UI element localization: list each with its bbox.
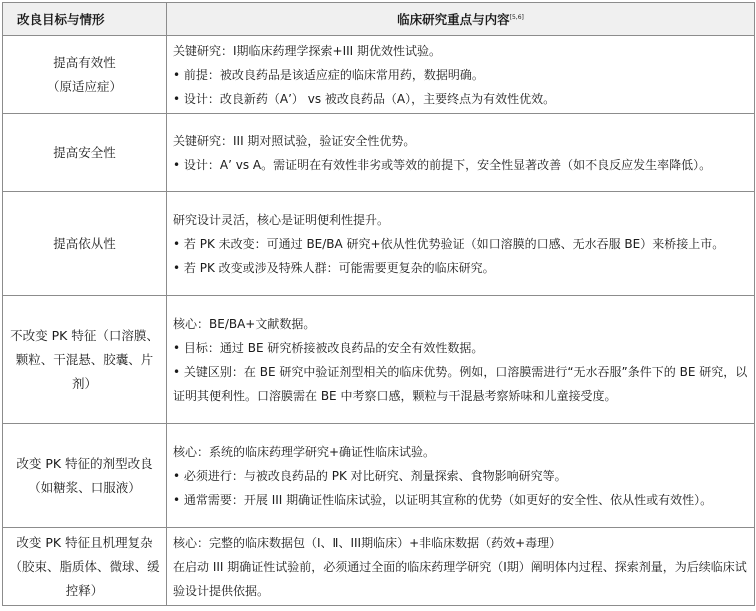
goal-cell bbox=[3, 114, 167, 192]
table-row bbox=[3, 114, 755, 192]
content-cell bbox=[167, 424, 755, 528]
research-table bbox=[2, 2, 755, 606]
content-cell bbox=[167, 296, 755, 424]
content-line: • 若 PK 未改变：可通过 BE/BA 研究+依从性优势验证（如口溶膜的口感、无水吞服 BE）来桥接上市。 bbox=[173, 237, 725, 251]
header-content-label: 临床研究重点与内容 bbox=[397, 12, 510, 27]
content-line: 研究设计灵活，核心是证明便利性提升。 bbox=[173, 213, 390, 227]
content-line: • 关键区别：在 BE 研究中验证剂型相关的临床优势。例如，口溶膜需进行“无水吞服”条件下的 BE 研究，以证明其便利性。口溶膜需在 BE 中考察口感，颗粒与干混悬考察矫味和儿童接受度。 bbox=[173, 365, 748, 403]
goal-cell bbox=[3, 36, 167, 114]
content-line: 关键研究：III 期对照试验，验证安全性优势。 bbox=[173, 134, 416, 148]
content-line: • 必须进行：与被改良药品的 PK 对比研究、剂量探索、食物影响研究等。 bbox=[173, 469, 567, 483]
content-line: 核心：系统的临床药理学研究+确证性临床试验。 bbox=[173, 445, 436, 459]
header-goal-label: 改良目标与情形 bbox=[17, 12, 105, 27]
content-line: 核心：完整的临床数据包（Ⅰ、Ⅱ、III期临床）+非临床数据（药效+毒理） bbox=[173, 536, 562, 550]
header-goal bbox=[3, 3, 167, 36]
goal-cell bbox=[3, 296, 167, 424]
header-reference: [5,6] bbox=[509, 13, 524, 21]
content-cell bbox=[167, 36, 755, 114]
content-line: • 若 PK 改变或涉及特殊人群：可能需要更复杂的临床研究。 bbox=[173, 261, 495, 275]
content-cell bbox=[167, 528, 755, 606]
goal-cell bbox=[3, 424, 167, 528]
goal-text: 改变 PK 特征且机理复杂（胶束、脂质体、微球、缓控释） bbox=[9, 534, 160, 598]
goal-text: 不改变 PK 特征（口溶膜、颗粒、干混悬、胶囊、片剂） bbox=[10, 327, 159, 391]
goal-text: 提高依从性 bbox=[53, 235, 116, 251]
table-row bbox=[3, 192, 755, 296]
content-line: • 设计：改良新药（A’） vs 被改良药品（A），主要终点为有效性优效。 bbox=[173, 92, 556, 106]
content-cell bbox=[167, 114, 755, 192]
table-row bbox=[3, 528, 755, 606]
goal-text: 提高有效性 bbox=[53, 54, 116, 70]
content-cell bbox=[167, 192, 755, 296]
header-content bbox=[167, 3, 755, 36]
content-line: 关键研究：Ⅰ期临床药理学探索+III 期优效性试验。 bbox=[173, 44, 442, 58]
content-line: 核心：BE/BA+文献数据。 bbox=[173, 317, 316, 331]
goal-cell bbox=[3, 528, 167, 606]
table-row bbox=[3, 296, 755, 424]
goal-text: 改变 PK 特征的剂型改良（如糖浆、口服液） bbox=[16, 455, 153, 495]
content-line: • 通常需要：开展 III 期确证性临床试验，以证明其宣称的优势（如更好的安全性、依从性或有效性）。 bbox=[173, 493, 713, 507]
content-line: 在启动 III 期确证性试验前，必须通过全面的临床药理学研究（I期）阐明体内过程、探索剂量，为后续临床试验设计提供依据。 bbox=[173, 560, 747, 598]
goal-cell bbox=[3, 192, 167, 296]
goal-text: （原适应症） bbox=[46, 78, 122, 94]
goal-text: 提高安全性 bbox=[53, 144, 116, 160]
table-row bbox=[3, 424, 755, 528]
content-line: • 目标：通过 BE 研究桥接被改良药品的安全有效性数据。 bbox=[173, 341, 484, 355]
content-line: • 前提：被改良药品是该适应症的临床常用药，数据明确。 bbox=[173, 68, 484, 82]
content-line: • 设计：A’ vs A。需证明在有效性非劣或等效的前提下，安全性显著改善（如不良反应发生率降低）。 bbox=[173, 158, 712, 172]
header-row bbox=[3, 3, 755, 36]
table-row bbox=[3, 36, 755, 114]
